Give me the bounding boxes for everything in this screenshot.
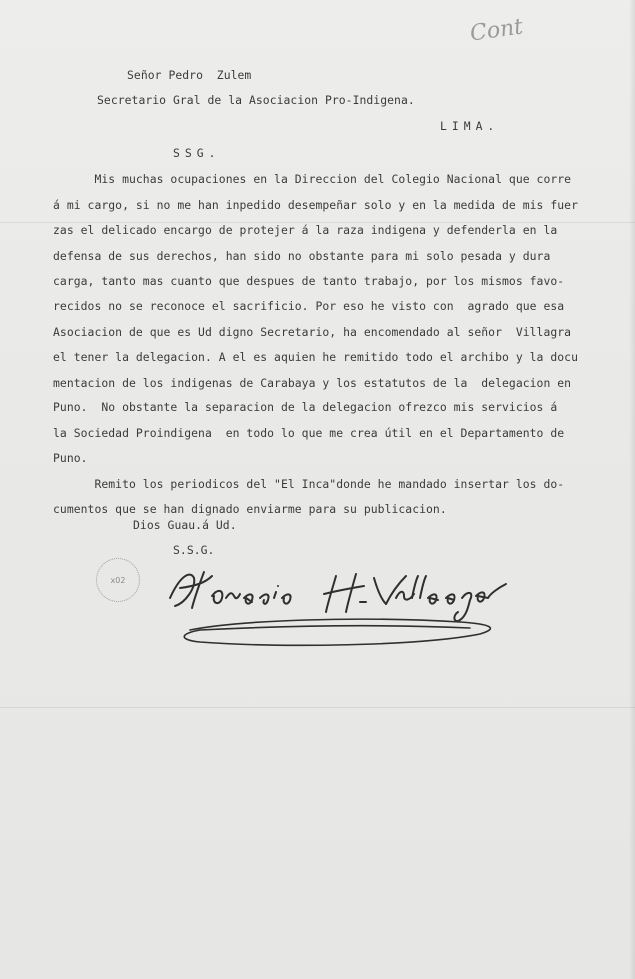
archive-stamp: [96, 558, 140, 602]
stamp-label: x02: [110, 576, 126, 585]
body-line: defensa de sus derechos, han sido no obstante para mi solo pesada y dura: [53, 249, 551, 263]
body-line: mentacion de los indigenas de Carabaya y los estatutos de la delegacion en: [53, 376, 572, 390]
paper-fold-line: [0, 707, 635, 708]
body-line: Puno. No obstante la separacion de la delegacion ofrezco mis servicios á: [53, 400, 558, 414]
body-line: el tener la delegacion. A el es aquien he remitido todo el archibo y la docu: [53, 350, 578, 364]
closing-farewell: Dios Guau.á Ud.: [133, 518, 237, 532]
body-line: Puno.: [53, 451, 88, 465]
handwritten-signature: [160, 558, 520, 668]
addressee-name: Señor Pedro Zulem: [127, 68, 252, 82]
opening-abbreviation: SSG.: [173, 146, 221, 160]
body-line: Asociacion de que es Ud digno Secretario, ha encomendado al señor Villagra: [53, 325, 572, 339]
body-line: Mis muchas ocupaciones en la Direccion del Colegio Nacional que corre: [53, 172, 572, 186]
margin-note: Cont: [468, 14, 525, 47]
closing-abbreviation: S.S.G.: [173, 543, 215, 557]
body-line: recidos no se reconoce el sacrificio. Por eso he visto con agrado que esa: [53, 299, 565, 313]
body-line: carga, tanto mas cuanto que despues de tanto trabajo, por los mismos favo-: [53, 274, 565, 288]
addressee-city: LIMA.: [440, 119, 500, 133]
body-line: á mi cargo, si no me han inpedido desempeñar solo y en la medida de mis fuer: [53, 198, 578, 212]
body-line: Remito los periodicos del "El Inca"donde he mandado insertar los do-: [53, 477, 565, 491]
page-edge-shadow: [629, 0, 635, 979]
body-line: zas el delicado encargo de protejer á la raza indigena y defenderla en la: [53, 223, 558, 237]
addressee-position: Secretario Gral de la Asociacion Pro-Indigena.: [97, 93, 415, 107]
body-line: cumentos que se han dignado enviarme para su publicacion.: [53, 502, 447, 516]
body-line: la Sociedad Proindigena en todo lo que me crea útil en el Departamento de: [53, 426, 565, 440]
